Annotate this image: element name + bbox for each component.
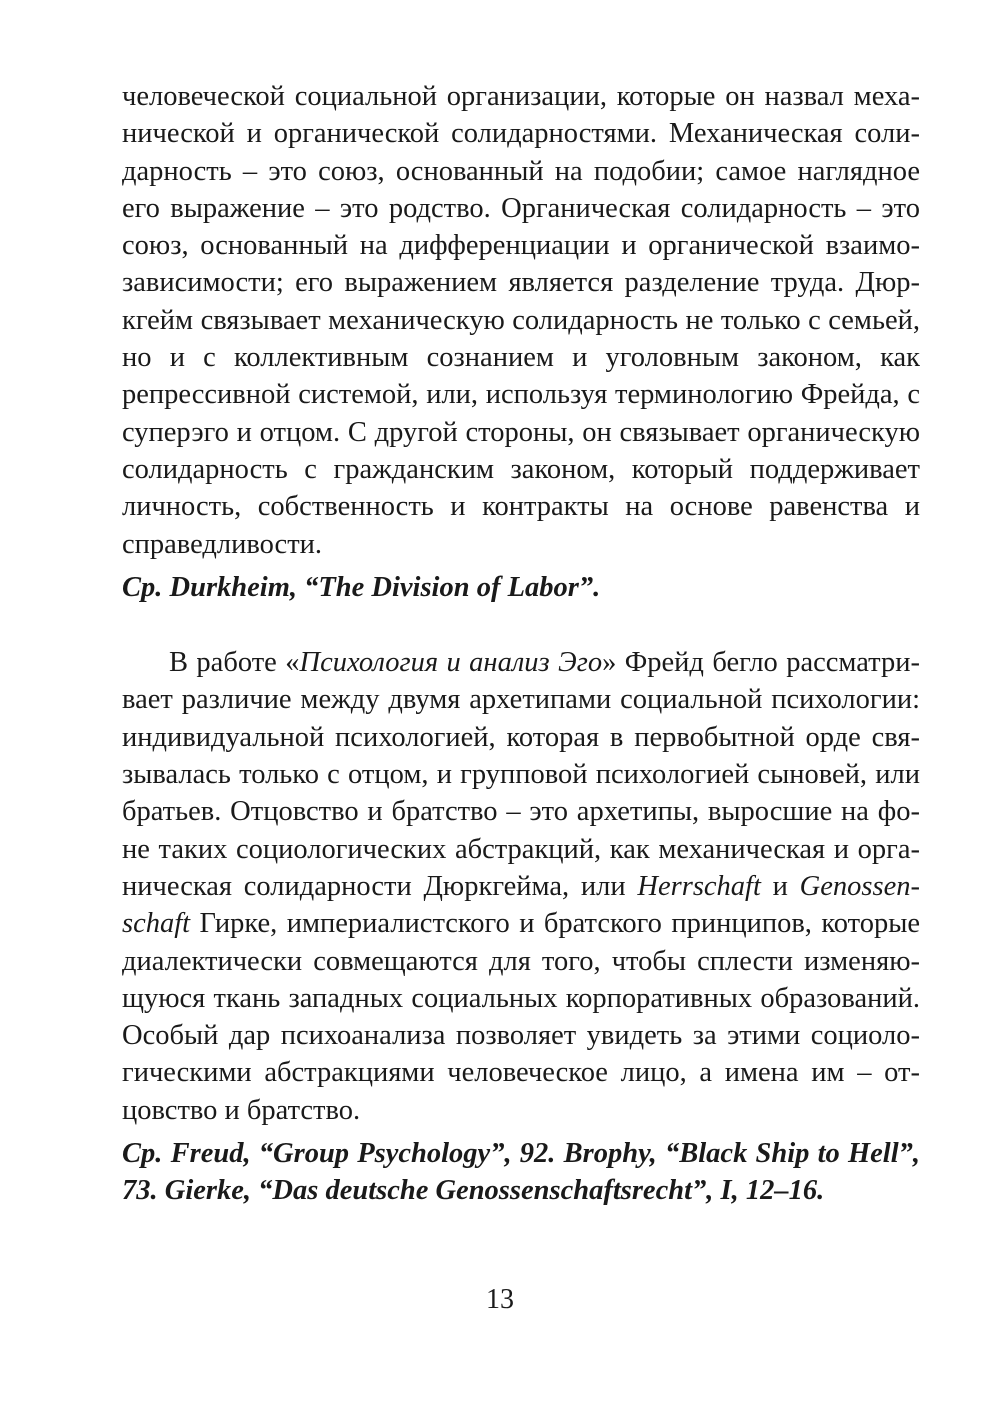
paragraph-2-part-2: » Фрейд бегло рассматривает различие между двумя архетипами социальной психологии: индивидуальной психологией, которая в первобытной орде связывалась только с отцом, и групповой психологией сыновей, или братьев. Отцовство и братство – это архетипы, выросшие на фоне таких социологических абстракций, как механическая и органическая солидарности Дюркгейма, или	[122, 647, 920, 902]
paragraph-2-italic-title: Психология и анализ Эго	[299, 647, 603, 679]
paragraph-2-italic-herrschaft: Herrschaft	[637, 870, 761, 902]
body-paragraph-1: человеческой социальной организации, которые он назвал механической и органической солидарностями. Механическая солидарность – это союз, основанный на подобии; самое наглядное его выражение – это родство. Органическая солидарность – это союз, основанный на дифференциации и органической взаимозависимости; его выражением является разделение труда. Дюркгейм связывает механическую солидарность не только с семьей, но и с коллективным сознанием и уголовным законом, как репрессивной системой, или, используя терминологию Фрейда, с суперэго и отцом. С другой стороны, он связывает органическую солидарность с гражданским законом, который поддерживает личность, собственность и контракты на основе равенства и справедливости.	[122, 81, 920, 560]
reference-note-1-text: Cp. Durkheim, “The Division of Labor”.	[122, 571, 601, 603]
page-body	[122, 78, 920, 1210]
body-paragraph-2	[122, 644, 920, 1129]
reference-note-2-text: Cp. Freud, “Group Psychology”, 92. Brophy, “Black Ship to Hell”, 73. Gierke, “Das deutsche Genossenschaftsrecht”, I, 12–16.	[122, 1138, 920, 1207]
page-number: 13	[486, 1284, 514, 1315]
paragraph-2-part-1: В работе «	[169, 647, 300, 679]
paragraph-2-part-3: и	[760, 870, 800, 902]
paragraph-2-part-4: Гирке, империалистского и братского принципов, которые диалектически совмещаются для того, чтобы сплести изменяющуюся ткань западных социальных корпоративных образований. Особый дар психоанализа позволяет увидеть за этими социологическими абстракциями человеческое лицо, а имена им – отцовство и братство.	[122, 908, 920, 1126]
reference-note-1	[122, 569, 920, 606]
paragraph-2-italic-genossenschaft: Genossenschaft	[122, 870, 920, 940]
reference-note-2	[122, 1135, 920, 1210]
